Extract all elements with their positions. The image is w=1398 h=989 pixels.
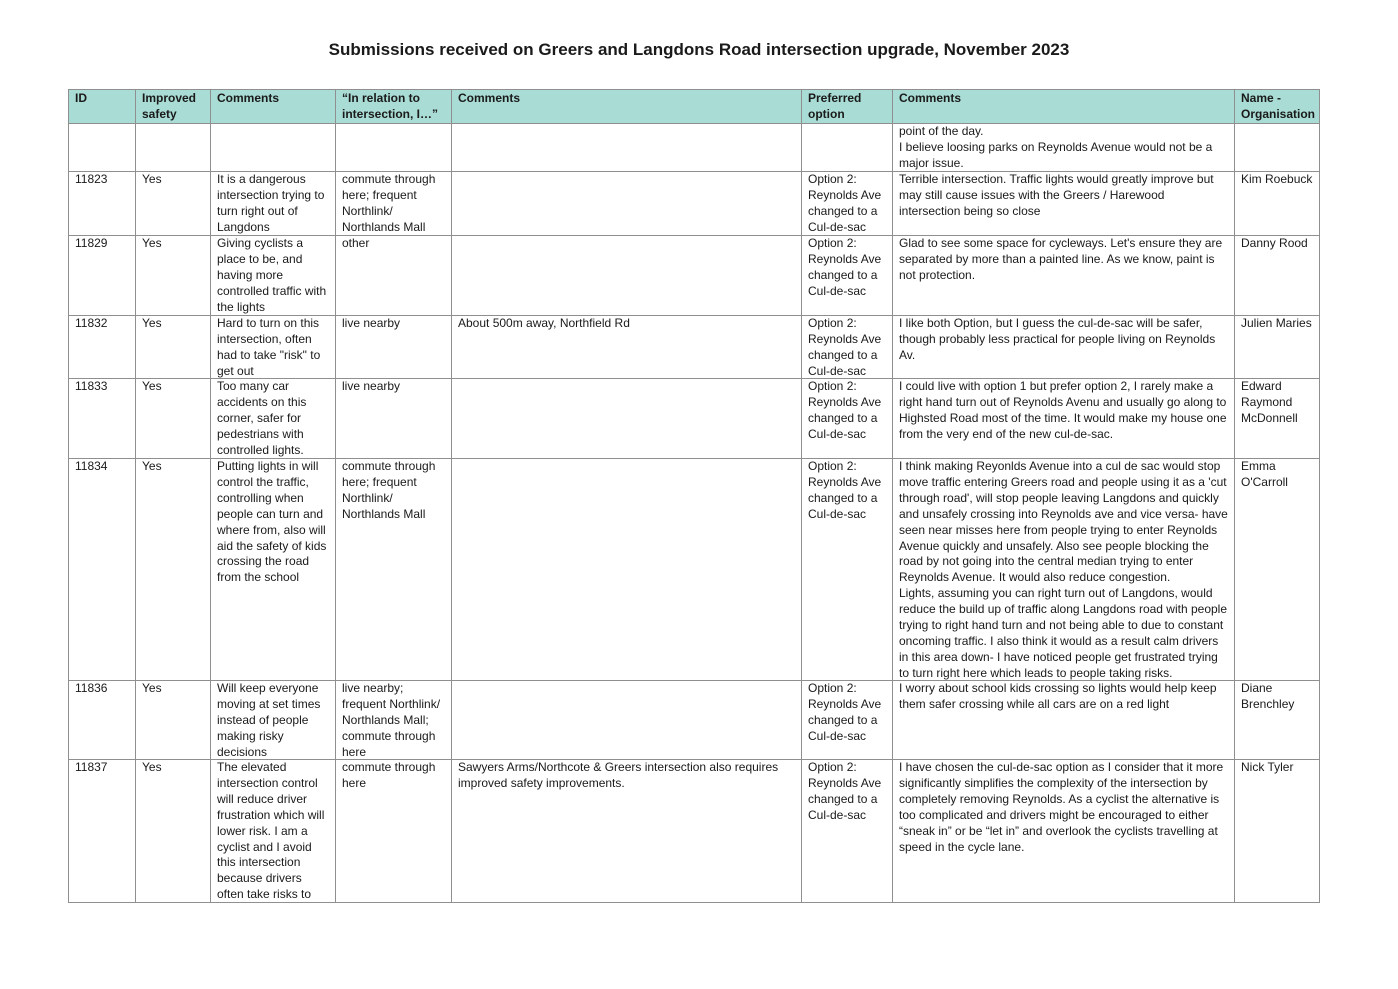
table-row — [69, 760, 1320, 903]
cell-comments — [452, 681, 802, 760]
cell-comments — [452, 172, 802, 236]
cell-name-organisation — [1235, 379, 1320, 459]
cell-comments-text: Putting lights in will control the traffic, controlling when people can turn and where from, also will aid the safety of kids crossing the road from the school — [217, 459, 330, 585]
column-header-comments: Comments — [211, 90, 336, 124]
cell-relation-text: live nearby; frequent Northlink/ Northlands Mall; commute through here — [342, 681, 444, 759]
cell-comments-text: The elevated intersection control will reduce driver frustration which will lower risk. I am a cyclist and I avoid this intersection because drivers often take risks to — [217, 760, 328, 902]
cell-preferred-option-text: Option 2: Reynolds Ave changed to a Cul-de-sac — [808, 172, 885, 234]
cell-comments — [452, 236, 802, 316]
column-header-improved-safety: Improved safety — [136, 90, 211, 124]
cell-improved-safety — [136, 459, 211, 681]
cell-id-text: 11829 — [75, 236, 108, 250]
cell-id-text: 11834 — [75, 459, 108, 473]
cell-improved-safety — [136, 124, 211, 172]
cell-preferred-option-text: Option 2: Reynolds Ave changed to a Cul-de-sac — [808, 236, 885, 298]
column-header-id: ID — [69, 90, 136, 124]
cell-comments-text: Will keep everyone moving at set times instead of people making risky decisions — [217, 681, 324, 759]
cell-relation-text: commute through here; frequent Northlink/ Northlands Mall — [342, 172, 439, 234]
table-row — [69, 236, 1320, 316]
cell-comments — [211, 379, 336, 459]
column-header-comments: Comments — [893, 90, 1235, 124]
cell-comments — [452, 760, 802, 903]
cell-name-organisation — [1235, 681, 1320, 760]
cell-id — [69, 379, 136, 459]
cell-id-text: 11837 — [75, 760, 108, 774]
cell-name-organisation — [1235, 236, 1320, 316]
cell-id — [69, 172, 136, 236]
cell-id — [69, 760, 136, 903]
cell-preferred-option — [802, 681, 893, 760]
cell-comments-text: I worry about school kids crossing so lights would help keep them safer crossing while all cars are on a red light — [899, 681, 1220, 711]
cell-comments-text: I think making Reyonlds Avenue into a cul de sac would stop move traffic entering Greers road and people using it as a 'cut through road', will stop people leaving Langdons and quickly and unsafely crossing into Reynolds ave and vice versa- have seen near misses here from people trying to enter Reynolds Avenue quickly and unsafely. Also see people blocking the road by not going into the central median trying to enter Reynolds Avenue. It would also reduce congestion. Lights, assuming you can right turn out of Langdons, would reduce the build up of traffic along Langdons road with people trying to right hand turn and not being able to due to constant oncoming traffic. I also think it would as a result calm drivers in this area down- I have noticed people get frustrated trying to turn right here which leads to people taking risks. — [899, 459, 1228, 680]
cell-name-organisation — [1235, 760, 1320, 903]
cell-id-text: 11836 — [75, 681, 108, 695]
cell-name-organisation-text: Danny Rood — [1241, 236, 1308, 250]
cell-comments — [452, 124, 802, 172]
table-row — [69, 459, 1320, 681]
table-row — [69, 172, 1320, 236]
cell-preferred-option — [802, 379, 893, 459]
cell-improved-safety — [136, 681, 211, 760]
cell-comments — [211, 172, 336, 236]
cell-comments-text: Terrible intersection. Traffic lights would greatly improve but may still cause issues with the Greers / Harewood intersection being so close — [899, 172, 1217, 218]
cell-name-organisation — [1235, 459, 1320, 681]
cell-name-organisation — [1235, 316, 1320, 379]
cell-relation — [336, 760, 452, 903]
cell-comments — [893, 124, 1235, 172]
cell-comments-text: Glad to see some space for cycleways. Let's ensure they are separated by more than a painted line. As we know, paint is not protection. — [899, 236, 1226, 282]
submissions-table — [68, 89, 1320, 903]
cell-improved-safety-text: Yes — [142, 236, 162, 250]
cell-id-text: 11833 — [75, 379, 108, 393]
cell-improved-safety — [136, 172, 211, 236]
cell-improved-safety-text: Yes — [142, 316, 162, 330]
cell-comments-text: I could live with option 1 but prefer option 2, I rarely make a right hand turn out of Reynolds Avenu and usually go along to Highsted Road most of the time. It would make my house one from the very end of the new cul-de-sac. — [899, 379, 1230, 441]
cell-name-organisation — [1235, 172, 1320, 236]
cell-comments-text: I like both Option, but I guess the cul-de-sac will be safer, though probably less practical for people living on Reynolds Av. — [899, 316, 1218, 362]
cell-comments — [211, 681, 336, 760]
cell-comments-text: Too many car accidents on this corner, safer for pedestrians with controlled lights. — [217, 379, 310, 457]
cell-comments — [893, 236, 1235, 316]
column-header-relation: “In relation to intersection, I…” — [336, 90, 452, 124]
cell-name-organisation-text: Kim Roebuck — [1241, 172, 1313, 186]
cell-improved-safety — [136, 316, 211, 379]
cell-relation — [336, 459, 452, 681]
cell-comments — [893, 681, 1235, 760]
cell-name-organisation-text: Diane Brenchley — [1241, 681, 1295, 711]
cell-relation-text: live nearby — [342, 316, 401, 330]
cell-relation-text: live nearby — [342, 379, 401, 393]
cell-id — [69, 681, 136, 760]
cell-improved-safety-text: Yes — [142, 172, 162, 186]
cell-name-organisation-text: Julien Maries — [1241, 316, 1312, 330]
cell-id — [69, 459, 136, 681]
cell-comments — [452, 316, 802, 379]
cell-name-organisation-text: Nick Tyler — [1241, 760, 1294, 774]
cell-improved-safety-text: Yes — [142, 681, 162, 695]
cell-comments — [893, 316, 1235, 379]
cell-comments — [211, 316, 336, 379]
cell-id — [69, 236, 136, 316]
cell-id — [69, 124, 136, 172]
cell-preferred-option — [802, 760, 893, 903]
cell-preferred-option-text: Option 2: Reynolds Ave changed to a Cul-de-sac — [808, 681, 885, 743]
cell-relation — [336, 316, 452, 379]
cell-improved-safety-text: Yes — [142, 379, 162, 393]
cell-comments — [211, 459, 336, 681]
cell-comments — [893, 459, 1235, 681]
cell-preferred-option-text: Option 2: Reynolds Ave changed to a Cul-de-sac — [808, 459, 885, 521]
cell-id-text: 11832 — [75, 316, 108, 330]
cell-improved-safety — [136, 236, 211, 316]
cell-comments — [893, 760, 1235, 903]
cell-relation — [336, 681, 452, 760]
cell-relation — [336, 124, 452, 172]
cell-id — [69, 316, 136, 379]
cell-improved-safety — [136, 379, 211, 459]
cell-preferred-option — [802, 459, 893, 681]
table-row — [69, 379, 1320, 459]
cell-comments — [211, 760, 336, 903]
cell-comments-text: About 500m away, Northfield Rd — [458, 316, 630, 330]
cell-name-organisation-text: Emma O'Carroll — [1241, 459, 1288, 489]
cell-relation — [336, 236, 452, 316]
table-row — [69, 124, 1320, 172]
cell-comments — [452, 379, 802, 459]
cell-name-organisation — [1235, 124, 1320, 172]
cell-id-text: 11823 — [75, 172, 108, 186]
cell-comments-text: I have chosen the cul-de-sac option as I consider that it more significantly simplifies the complexity of the intersection by completely removing Reynolds. As a cyclist the alternative is too complicated and drivers might be encouraged to either “sneak in” or be “let in” and overlook the cyclists travelling at speed in the cycle lane. — [899, 760, 1227, 854]
cell-relation — [336, 379, 452, 459]
cell-comments-text: point of the day. I believe loosing parks on Reynolds Avenue would not be a major issue. — [899, 124, 1213, 170]
cell-preferred-option-text: Option 2: Reynolds Ave changed to a Cul-de-sac — [808, 316, 885, 378]
cell-preferred-option — [802, 236, 893, 316]
cell-improved-safety — [136, 760, 211, 903]
cell-preferred-option — [802, 124, 893, 172]
cell-comments-text: It is a dangerous intersection trying to turn right out of Langdons — [217, 172, 328, 234]
cell-improved-safety-text: Yes — [142, 760, 162, 774]
cell-relation-text: commute through here — [342, 760, 439, 790]
page-title: Submissions received on Greers and Langdons Road intersection upgrade, November 2023 — [328, 40, 1070, 59]
cell-preferred-option-text: Option 2: Reynolds Ave changed to a Cul-de-sac — [808, 760, 885, 822]
cell-relation-text: commute through here; frequent Northlink/ Northlands Mall — [342, 459, 439, 521]
cell-preferred-option — [802, 172, 893, 236]
cell-comments — [452, 459, 802, 681]
cell-preferred-option-text: Option 2: Reynolds Ave changed to a Cul-de-sac — [808, 379, 885, 441]
cell-relation-text: other — [342, 236, 370, 250]
cell-relation — [336, 172, 452, 236]
column-header-comments: Comments — [452, 90, 802, 124]
column-header-name-organisation: Name - Organisation — [1235, 90, 1320, 124]
column-header-preferred-option: Preferred option — [802, 90, 893, 124]
cell-comments — [893, 172, 1235, 236]
cell-improved-safety-text: Yes — [142, 459, 162, 473]
cell-comments — [211, 236, 336, 316]
cell-comments-text: Giving cyclists a place to be, and having more controlled traffic with the lights — [217, 236, 330, 314]
cell-comments-text: Hard to turn on this intersection, often had to take "risk" to get out — [217, 316, 324, 378]
table-row — [69, 681, 1320, 760]
cell-preferred-option — [802, 316, 893, 379]
cell-comments — [211, 124, 336, 172]
cell-comments — [893, 379, 1235, 459]
header-row — [69, 90, 1320, 124]
cell-comments-text: Sawyers Arms/Northcote & Greers intersection also requires improved safety improvements. — [458, 760, 782, 790]
table-row — [69, 316, 1320, 379]
cell-name-organisation-text: Edward Raymond McDonnell — [1241, 379, 1298, 425]
